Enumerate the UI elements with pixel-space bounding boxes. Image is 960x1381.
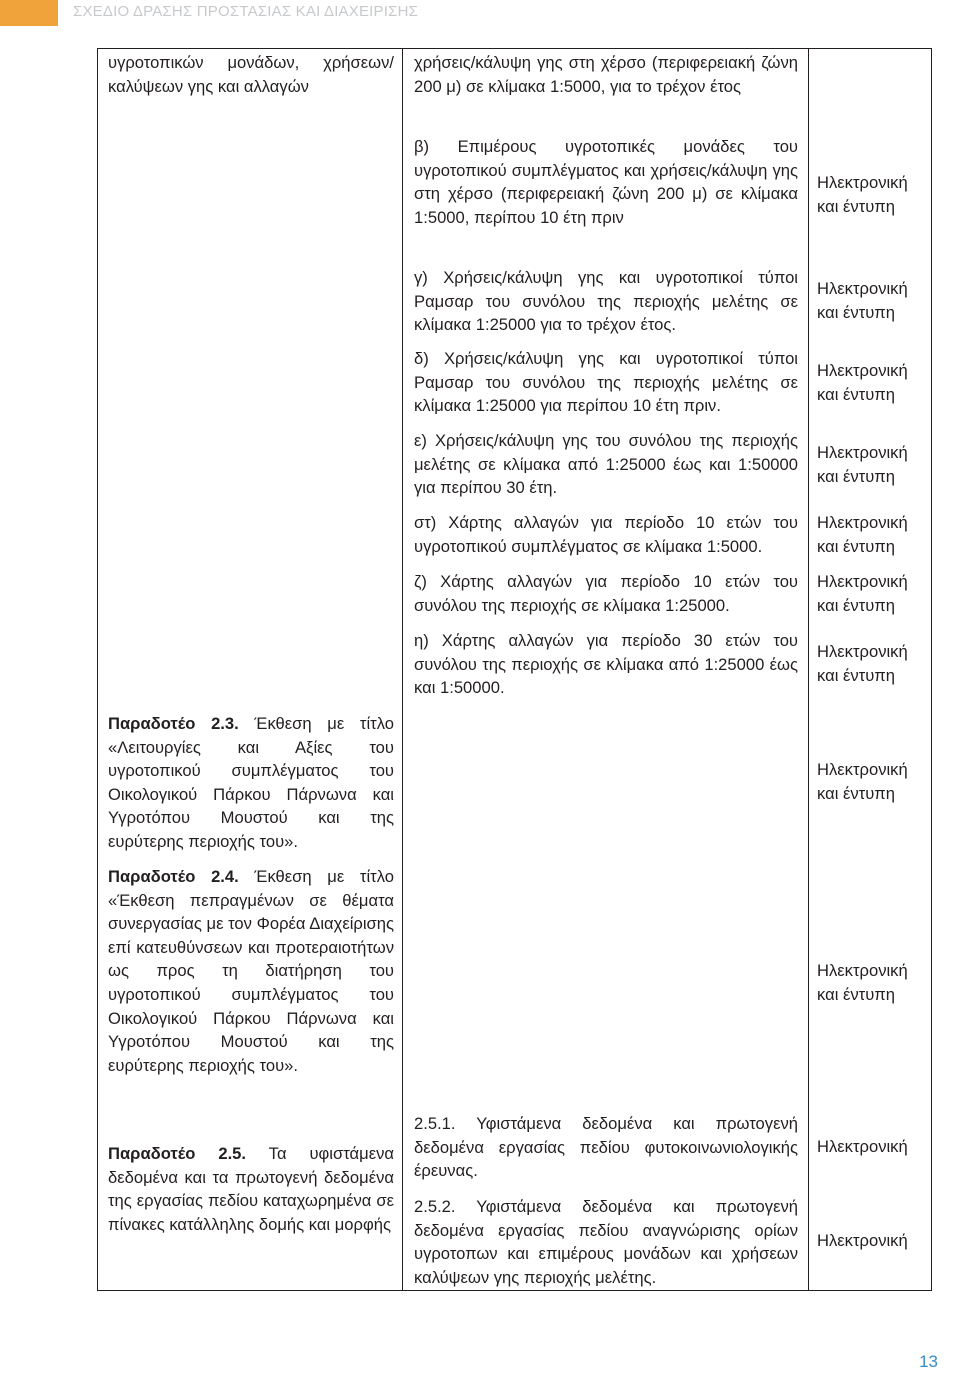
item-d: δ) Χρήσεις/κάλυψη γης και υγροτοπικοί τύποι Ραμσαρ του συνόλου της περιοχής μελέτης σε κλίμακα 1:25000 για περίπου 10 έτη πριν. (414, 349, 798, 416)
item-2-5-1: 2.5.1. Υφιστάμενα δεδομένα και πρωτογενή δεδομένα εργασίας πεδίου φυτοκοινωνιολογικής έρευνας. (414, 1114, 798, 1181)
deliverable-continuation: υγροτοπικών μονάδων, χρήσεων/καλύψεων γης και αλλαγών (108, 53, 394, 96)
deliverable-column (98, 49, 403, 1291)
header-accent-bar (0, 0, 58, 26)
page-header (0, 0, 960, 34)
format-column (809, 49, 932, 1291)
page-number: 13 (919, 1352, 938, 1371)
deliverable-2-4 (108, 865, 394, 1077)
deliverable-2-3-text: Έκθεση με τίτλο «Λειτουργίες και Αξίες του υγροτοπικού συμπλέγματος του Οικολογικού Πάρκου Πάρνωνα και Υγροτόπου Μουστού και της ευρύτερης περιοχής του». (108, 714, 394, 851)
format-b (817, 171, 925, 218)
format-2-5-2: Ηλεκτρονική (817, 1231, 908, 1250)
format-line1: Ηλεκτρονική (817, 961, 908, 980)
item-a: χρήσεις/κάλυψη γης στη χέρσο (περιφερειακή ζώνη 200 μ) σε κλίμακα 1:5000, για το τρέχον έτος (414, 53, 798, 96)
item-h: η) Χάρτης αλλαγών για περίοδο 30 ετών του συνόλου της περιοχής σε κλίμακα από 1:25000 έως και 1:50000. (414, 631, 798, 698)
format-line2: και έντυπη (817, 536, 895, 556)
format-line1: Ηλεκτρονική (817, 361, 908, 380)
item-e: ε) Χρήσεις/κάλυψη γης του συνόλου της περιοχής μελέτης σε κλίμακα από 1:25000 έως και 1:50000 για περίπου 30 έτη. (414, 431, 798, 498)
deliverable-2-5 (108, 1142, 394, 1236)
format-line2: και έντυπη (817, 595, 895, 615)
format-line1: Ηλεκτρονική (817, 572, 908, 591)
item-2-5-2: 2.5.2. Υφιστάμενα δεδομένα και πρωτογενή δεδομένα εργασίας πεδίου αναγνώρισης ορίων υγροτοπων και επιμέρους μονάδων και χρήσεων καλύψεων γης περιοχής μελέτης. (414, 1197, 798, 1287)
format-h (817, 640, 925, 687)
format-line2: και έντυπη (817, 783, 895, 803)
format-line1: Ηλεκτρονική (817, 760, 908, 779)
format-line1: Ηλεκτρονική (817, 513, 908, 532)
deliverable-2-3 (108, 712, 394, 854)
format-2-3 (817, 758, 925, 805)
format-2-4 (817, 959, 925, 1006)
item-z: ζ) Χάρτης αλλαγών για περίοδο 10 ετών του συνόλου της περιοχής σε κλίμακα 1:25000. (414, 572, 798, 615)
deliverable-2-5-text: Τα υφιστάμενα δεδομένα και τα πρωτογενή δεδομένα της εργασίας πεδίου καταχωρημένα σε πίνακες κατάλληλης δομής και μορφής (108, 1144, 394, 1234)
format-g (817, 277, 925, 324)
format-st (817, 511, 925, 558)
format-line1: Ηλεκτρονική (817, 173, 908, 192)
deliverable-2-5-label: Παραδοτέο 2.5. (108, 1144, 247, 1163)
format-line2: και έντυπη (817, 302, 895, 322)
format-z (817, 570, 925, 617)
format-line2: και έντυπη (817, 984, 895, 1004)
format-line2: και έντυπη (817, 466, 895, 486)
deliverable-2-4-label: Παραδοτέο 2.4. (108, 867, 239, 886)
format-e (817, 441, 925, 488)
format-line1: Ηλεκτρονική (817, 443, 908, 462)
format-line1: Ηλεκτρονική (817, 279, 908, 298)
item-g: γ) Χρήσεις/κάλυψη γης και υγροτοπικοί τύποι Ραμσαρ του συνόλου της περιοχής μελέτης σε κλίμακα 1:25000 για το τρέχον έτος. (414, 268, 798, 335)
format-line2: και έντυπη (817, 665, 895, 685)
format-line2: και έντυπη (817, 196, 895, 216)
format-line1: Ηλεκτρονική (817, 642, 908, 661)
item-b: β) Επιμέρους υγροτοπικές μονάδες του υγροτοπικού συμπλέγματος και χρήσεις/κάλυψη γης στη χέρσο (περιφερειακή ζώνη 200 μ) σε κλίμακα 1:5000, περίπου 10 έτη πριν (414, 137, 798, 227)
deliverable-2-4-text: Έκθεση με τίτλο «Έκθεση πεπραγμένων σε θέματα συνεργασίας με τον Φορέα Διαχείρισης επί κατευθύνσεων και προτεραιοτήτων ως προς τη διατήρηση του υγροτοπικού συμπλέγματος του Οικολογικού Πάρκου Πάρνωνα και Υγροτόπου Μουστού και της ευρύτερης περιοχής του». (108, 867, 394, 1075)
content-column (403, 49, 809, 1291)
format-d (817, 359, 925, 406)
deliverable-2-3-label: Παραδοτέο 2.3. (108, 714, 239, 733)
format-line2: και έντυπη (817, 384, 895, 404)
deliverables-table (97, 48, 932, 1291)
item-st: στ) Χάρτης αλλαγών για περίοδο 10 ετών του υγροτοπικού συμπλέγματος σε κλίμακα 1:5000. (414, 513, 798, 556)
format-2-5-1: Ηλεκτρονική (817, 1137, 908, 1156)
header-title: ΣΧΕΔΙΟ ΔΡΑΣΗΣ ΠΡΟΣΤΑΣΙΑΣ ΚΑΙ ΔΙΑΧΕΙΡΙΣΗΣ (73, 3, 419, 20)
